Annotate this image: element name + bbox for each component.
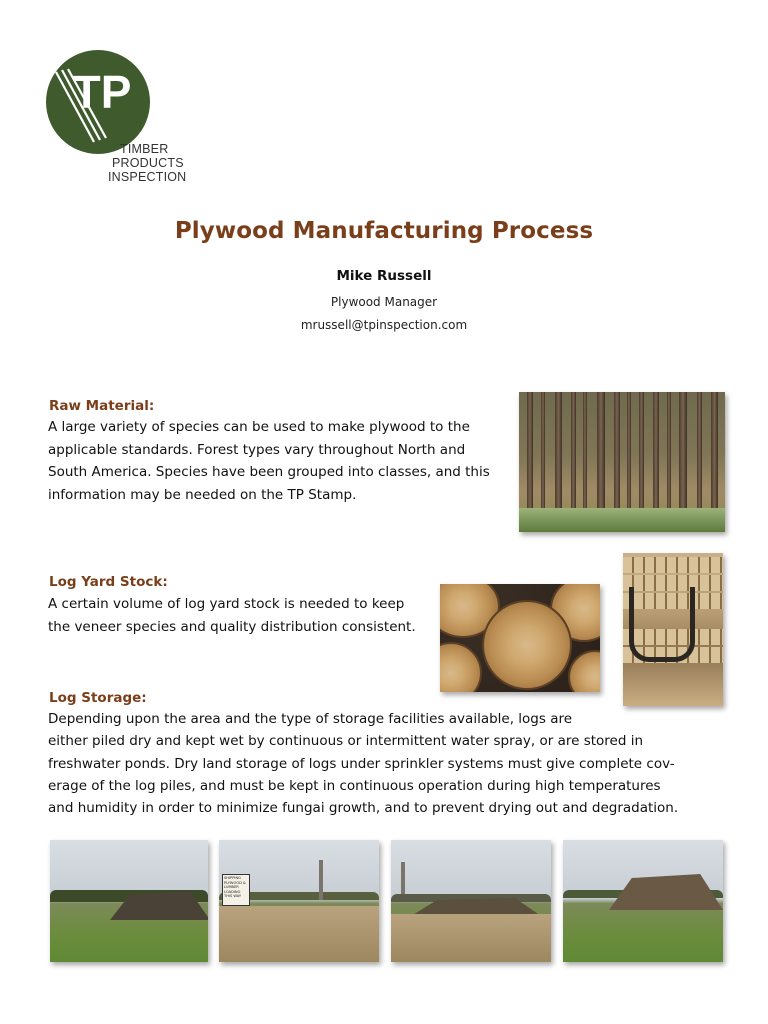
log-storage-line: Depending upon the area and the type of storage facilities available, logs are [48, 711, 573, 727]
forest-photo [519, 392, 725, 532]
log-pile-photo [623, 553, 723, 706]
log-storage-heading: Log Storage: [49, 690, 147, 706]
raw-material-line: applicable standards. Forest types vary throughout North and [48, 441, 466, 458]
raw-material-line: information may be needed on the TP Stamp. [48, 486, 357, 503]
logo-line-1: TIMBER [120, 142, 169, 156]
yard-sign-line: LOADING [224, 889, 241, 894]
yard-sign-line: THIS WAY [224, 894, 242, 898]
log-storage-line: erage of the log piles, and must be kept in continuous operation during high temperatures [48, 777, 661, 794]
logo-line-2: PRODUCTS [112, 156, 184, 170]
raw-material-text [48, 416, 490, 506]
tp-logo [46, 50, 196, 190]
tp-logo-mark [46, 50, 150, 154]
author-name: Mike Russell [336, 268, 432, 284]
storage-photo-2 [219, 840, 379, 962]
raw-material-line: A large variety of species can be used to make plywood to the [48, 419, 470, 435]
log-yard-stock-line: the veneer species and quality distribution consistent. [48, 618, 416, 635]
page-title: Plywood Manufacturing Process [174, 218, 594, 244]
yard-sign-line: LUMBER [224, 885, 239, 889]
log-ends-photo [440, 584, 600, 692]
log-storage-line: and humidity in order to minimize fungai growth, and to prevent drying out and degradation. [48, 800, 679, 817]
logo-wordmark [108, 142, 198, 184]
log-yard-stock-line: A certain volume of log yard stock is needed to keep [48, 596, 405, 612]
log-yard-stock-text [48, 593, 416, 638]
storage-photo-4 [563, 840, 723, 962]
author-email[interactable]: mrussell@tpinspection.com [300, 318, 468, 332]
log-yard-stock-heading: Log Yard Stock: [49, 574, 168, 590]
logo-line-3: INSPECTION [108, 170, 187, 184]
yard-sign [222, 874, 250, 906]
log-storage-text [48, 708, 678, 819]
storage-photo-1 [50, 840, 208, 962]
log-storage-line: either piled dry and kept wet by continuous or intermittent water spray, or are stored in [48, 733, 644, 750]
raw-material-line: South America. Species have been grouped into classes, and this [48, 464, 490, 480]
log-storage-line: freshwater ponds. Dry land storage of logs under sprinkler systems must give complete cov- [48, 755, 675, 772]
yard-sign-line: PLYWOOD & [224, 880, 246, 885]
storage-photo-3 [391, 840, 551, 962]
raw-material-heading: Raw Material: [49, 398, 155, 414]
author-role: Plywood Manager [330, 295, 438, 309]
yard-sign-line: SHIPPING [224, 876, 241, 880]
logo-letters: TP [72, 66, 132, 118]
